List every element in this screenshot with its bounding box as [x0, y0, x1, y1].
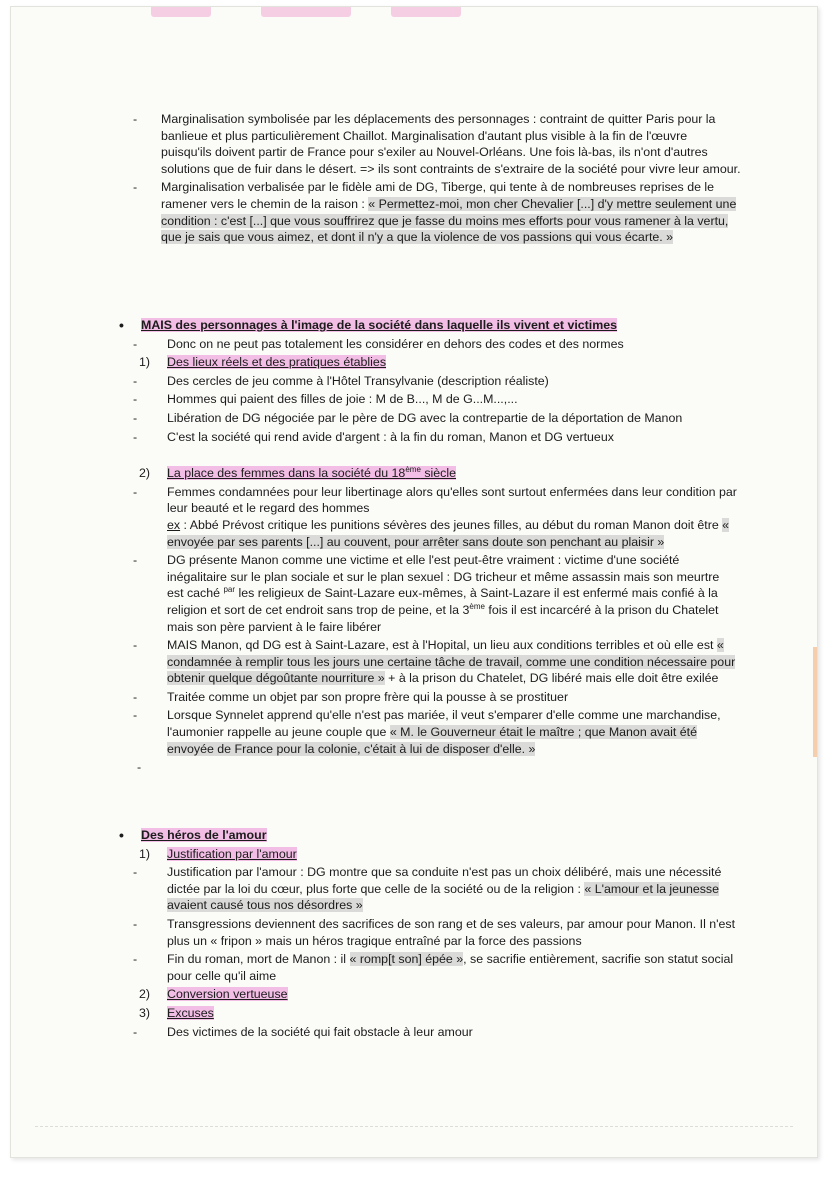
subheading-justification: 1) Justification par l'amour	[139, 846, 297, 861]
pink-marker-smudge	[151, 6, 471, 19]
list-item: - Justification par l'amour : DG montre que sa conduite n'est pas un choix délibéré, mais une nécessité dictée par la loi du cœur, plus forte que celle de la société ou de la religion : « L'amour et la jeunesse avaient causé tous nos désordres »	[119, 864, 739, 914]
highlighted-quote: « condamnée à remplir tous les jours une certaine tâche de travail, comme une condition nécessaire pour obtenir quelque dégoûtante nourriture »	[167, 638, 736, 686]
subheading-femmes: 2) La place des femmes dans la société du 18ème siècle	[139, 465, 457, 481]
list-item: - Femmes condamnées pour leur libertinage alors qu'elles sont surtout enfermées dans leur condition par leur beauté et le regard des hommes ex : Abbé Prévost critique les punitions sévères des jeunes filles, au début du roman Manon doit être « envoyée par ses parents [...] au couvent, pour arrêter sans doute son penchant au plaisir »	[119, 484, 739, 550]
paper-edge	[35, 1126, 793, 1127]
list-item: - Marginalisation verbalisée par le fidèle ami de DG, Tiberge, qui tente à de nombreuses reprises de le ramener vers le chemin de la raison : « Permettez-moi, mon cher Chevalier [...] d'y mettre seulement une condition : c'est [...] que vous souffrirez que je fasse du moins mes efforts pour vous ramener à la vertu, que je sais que vous aimez, et dont il n'y a que la violence de vos passions qui vous écarte. »	[129, 179, 741, 245]
highlighted-quote: « Permettez-moi, mon cher Chevalier [...] d'y mettre seulement une condition : c'est [...] que vous souffrirez que je fasse du moins mes efforts pour vous ramener à la vertu, que je sais que vous aimez, et dont il n'y a que la violence de vos passions qui vous écarte. »	[161, 196, 737, 245]
subheading-lieux: 1) Des lieux réels et des pratiques établies	[139, 355, 387, 370]
highlighted-quote: « M. le Gouverneur était le maître ; que Manon avait été envoyée de France pour la colonie, c'était à lui de disposer d'elle. »	[167, 725, 697, 756]
highlighted-quote: « romp[t son] épée »	[349, 952, 464, 967]
list-item: - Des cercles de jeu comme à l'Hôtel Transylvanie (description réaliste)	[119, 373, 739, 390]
list-item: - C'est la société qui rend avide d'argent : à la fin du roman, Manon et DG vertueux	[119, 429, 739, 446]
list-item: - Libération de DG négociée par le père de DG avec la contrepartie de la déportation de Manon	[119, 410, 739, 427]
list-item: - Lorsque Synnelet apprend qu'elle n'est pas mariée, il veut s'emparer d'elle comme une marchandise, l'aumonier rappelle au jeune couple que « M. le Gouverneur était le maître ; que Manon avait été envoyée de France pour la colonie, c'était à lui de disposer d'elle. »	[119, 707, 739, 757]
list-item: - Hommes qui paient des filles de joie : M de B..., M de G...M...,...	[119, 391, 739, 408]
list-item: - Transgressions deviennent des sacrifices de son rang et de ses valeurs, par amour pour Manon. Il n'est plus un « fripon » mais un héros tragique entraîné par la force des passions	[119, 916, 739, 949]
list-item: - DG présente Manon comme une victime et elle l'est peut-être vraiment : victime d'une société inégalitaire sur le plan sociale et sur le plan sexuel : DG tricheur et même assassin mais son meurtre est caché $^{par}$ les religieux de Saint-Lazare eux-mêmes, à Saint-Lazare il est enfermé mais confié à la religion et sort de cet endroit sans trop de peine, et la 3ème fois il est incarcéré à la prison du Chatelet mais son père parvient à le faire libérer	[119, 552, 739, 635]
empty-list-item	[119, 759, 739, 777]
section-heading: • Des héros de l'amour	[119, 827, 739, 844]
section-intro: - Donc on ne peut pas totalement les considérer en dehors des codes et des normes	[119, 336, 739, 353]
subheading-excuses: 3) Excuses	[139, 1005, 214, 1020]
section-heros	[119, 827, 739, 1042]
list-item: - Fin du roman, mort de Manon : il « romp[t son] épée », se sacrifie entièrement, sacrifie son statut social pour celle qu'il aime	[119, 951, 739, 984]
list-item: - MAIS Manon, qd DG est à Saint-Lazare, est à l'Hopital, un lieu aux conditions terribles et où elle est « condamnée à remplir tous les jours une certaine tâche de travail, comme une condition nécessaire pour obtenir quelque dégoûtante nourriture » + à la prison du Chatelet, DG libéré mais elle doit être exilée	[119, 637, 739, 687]
list-item: - Marginalisation symbolisée par les déplacements des personnages : contraint de quitter Paris pour la banlieue et plus particulièrement Chaillot. Marginalisation d'autant plus visible à la fin de l'œuvre puisqu'ils doivent partir de France pour s'exiler au Nouvel-Orléans. Une fois là-bas, ils n'ont d'autres solutions que de fuir dans le désert. => ils sont contraints de s'extraire de la société pour vivre leur amour.	[129, 111, 741, 177]
edge-stripe	[813, 647, 817, 757]
document-page	[10, 6, 818, 1158]
intro-list	[129, 111, 741, 248]
highlighted-quote: « L'amour et la jeunesse avaient causé tous nos désordres »	[167, 881, 720, 913]
list-item: - Des victimes de la société qui fait obstacle à leur amour	[119, 1024, 739, 1041]
highlighted-quote: « envoyée par ses parents [...] au couvent, pour arrêter sans doute son penchant au plaisir »	[167, 517, 730, 549]
section-victimes	[119, 317, 739, 777]
section-heading: • MAIS des personnages à l'image de la société dans laquelle ils vivent et victimes	[119, 317, 739, 334]
subheading-conversion: 2) Conversion vertueuse	[139, 987, 288, 1002]
list-item: - Traitée comme un objet par son propre frère qui la pousse à se prostituer	[119, 689, 739, 706]
